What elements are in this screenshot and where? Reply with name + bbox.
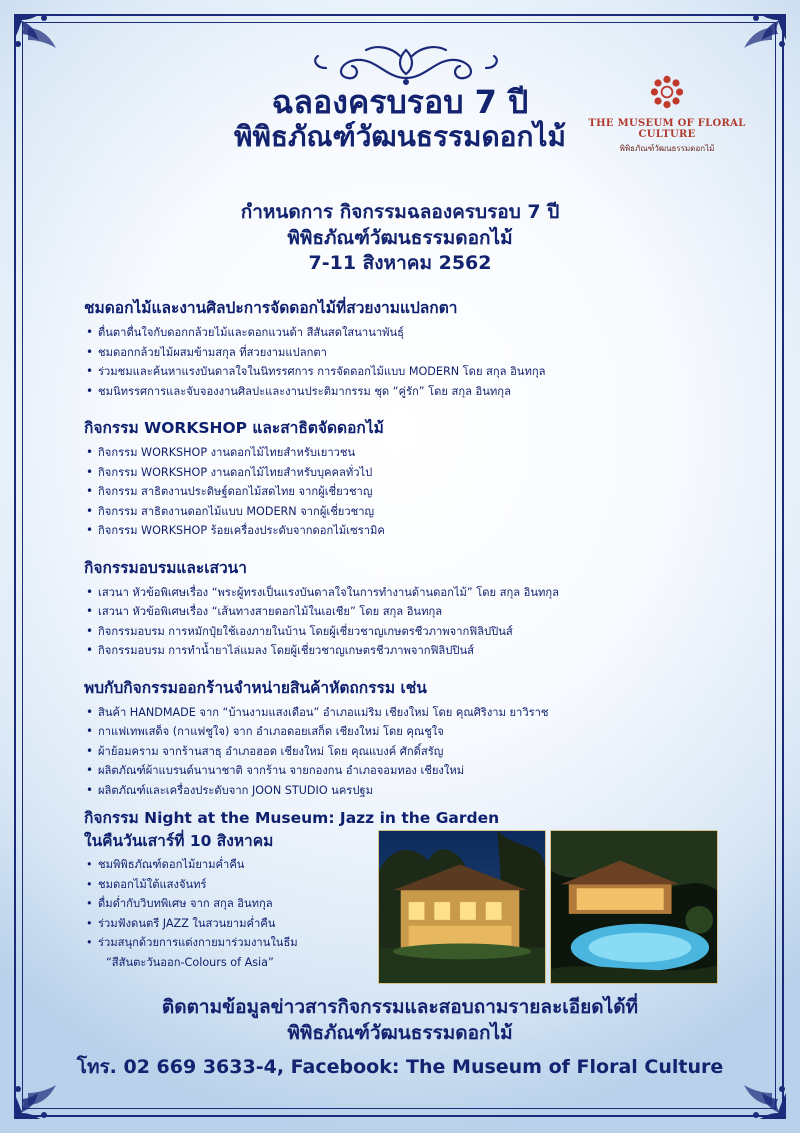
museum-night-photo [378,830,546,984]
section-workshop [84,415,734,541]
corner-ornament-icon [732,1065,790,1123]
schedule-line-1: กำหนดการ กิจกรรมฉลองครบรอบ 7 ปี [240,201,560,223]
logo-name-th: พิพิธภัณฑ์วัฒนธรรมดอกไม้ [619,144,715,153]
night-date: ในคืนวันเสาร์ที่ 10 สิงหาคม [84,832,274,850]
list-item-continued: “สีสันตะวันออก-Colours of Asia” [106,955,274,969]
list-item: • ตื่นตาตื่นใจกับดอกกล้วยไม้และดอกแวนด้า สีสันสดใสนานาพันธุ์ [84,323,734,343]
list-item: • ชมนิทรรศการและจับจองงานศิลปะและงานประติมากรรม ชุด “คู่รัก” โดย สกุล อินทกุล [84,382,734,402]
list-item: • กิจกรรม สาธิตงานประดิษฐ์ดอกไม้สดไทย จากผู้เชี่ยวชาญ [84,482,734,502]
list-item: • เสวนา หัวข้อพิเศษเรื่อง “เส้นทางสายดอกไม้ในเอเชีย” โดย สกุล อินทกุล [84,602,734,622]
list-item: • ชมดอกกล้วยไม้ผสมข้ามสกุล ที่สวยงามแปลกตา [84,343,734,363]
section-exhibition [84,295,734,401]
list-item: • กาแฟเทพเสด็จ (กาแฟชูใจ) จาก อำเภอดอยเสก็ด เชียงใหม่ โดย คุณชูใจ [84,722,734,742]
title-line-1: ฉลองครบรอบ 7 ปี [271,83,529,121]
list-item: • ชมดอกไม้ใต้แสงจันทร์ [84,875,384,895]
garden-pool-photo [550,830,718,984]
list-item: • ร่วมชมและค้นหาแรงบันดาลใจในนิทรรศการ การจัดดอกไม้แบบ MODERN โดย สกุล อินทกุล [84,362,734,382]
list-item: • กิจกรรมอบรม การทำน้ำยาไล่แมลง โดยผู้เชี่ยวชาญเกษตรชีวภาพจากฟิลิปปินส์ [84,641,734,661]
section-title: กิจกรรม WORKSHOP และสาธิตจัดดอกไม้ [84,419,384,437]
list-item: • ผลิตภัณฑ์และเครื่องประดับจาก JOON STUDIO นครปฐม [84,781,734,801]
list-item: • ผลิตภัณฑ์ผ้าแบรนด์นานาชาติ จากร้าน จายกองกน อำเภอจอมทอง เชียงใหม่ [84,761,734,781]
corner-ornament-icon [732,10,790,68]
museum-logo [572,74,762,155]
list-item: • เสวนา หัวข้อพิเศษเรื่อง “พระผู้ทรงเป็นแรงบันดาลใจในการทำงานด้านดอกไม้” โดย สกุล อินทกุล [84,583,734,603]
section-market [84,675,734,801]
schedule-dates: 7-11 สิงหาคม 2562 [308,252,492,275]
list-item: • ผ้าย้อมคราม จากร้านสาธุ อำเภอฮอด เชียงใหม่ โดย คุณแบงค์ ศักดิ์สรัญ [84,742,734,762]
list-item: • ร่วมฟังดนตรี JAZZ ในสวนยามค่ำคืน [84,914,384,934]
corner-ornament-icon [10,10,68,68]
section-title: ชมดอกไม้และงานศิลปะการจัดดอกไม้ที่สวยงามแปลกตา [84,299,458,317]
section-title: พบกับกิจกรรมออกร้านจำหน่ายสินค้าหัตถกรรม เช่น [84,678,427,697]
list-item: • กิจกรรม WORKSHOP งานดอกไม้ไทยสำหรับบุคคลทั่วไป [84,463,734,483]
list-item: • กิจกรรมอบรม การหมักปุ๋ยใช้เองภายในบ้าน โดยผู้เชี่ยวชาญเกษตรชีวภาพจากฟิลิปปินส์ [84,622,734,642]
section-title: กิจกรรมอบรมและเสวนา [84,558,247,577]
list-item: • ชมพิพิธภัณฑ์ดอกไม้ยามค่ำคืน [84,855,384,875]
night-title: กิจกรรม Night at the Museum: Jazz in the Garden [84,809,500,827]
section-night-museum [84,808,500,972]
flourish-ornament-icon [306,38,506,88]
list-item: • สินค้า HANDMADE จาก “บ้านงามแสงเดือน” อำเภอแม่ริม เชียงใหม่ โดย คุณศิริงาม ยาวิราช [84,703,734,723]
list-item: • ดื่มด่ำกับวิบทพิเศษ จาก สกุล อินทกุล [84,894,384,914]
list-item: • กิจกรรม WORKSHOP ร้อยเครื่องประดับจากดอกไม้เซรามิค [84,521,734,541]
activities-content [84,295,734,814]
title-line-2: พิพิธภัณฑ์วัฒนธรรมดอกไม้ [234,119,566,153]
list-item: • กิจกรรม WORKSHOP งานดอกไม้ไทยสำหรับเยาวชน [84,443,734,463]
logo-name-en: THE MUSEUM OF FLORAL CULTURE [588,118,746,140]
footer-line-2: พิพิธภัณฑ์วัฒนธรรมดอกไม้ [287,1022,513,1044]
list-item: • ร่วมสนุกด้วยการแต่งกายมาร่วมงานในธีม [84,933,384,953]
section-seminar [84,555,734,661]
schedule-line-2: พิพิธภัณฑ์วัฒนธรรมดอกไม้ [287,226,513,249]
footer-line-1: ติดตามข้อมูลข่าวสารกิจกรรมและสอบถามรายละเอียดได้ที่ [161,996,639,1018]
footer-contact-line: โทร. 02 669 3633-4, Facebook: The Museum of Floral Culture [76,1056,724,1078]
schedule-heading [120,200,680,277]
footer-contact [60,994,740,1082]
flower-logo-icon [649,74,685,110]
list-item: • กิจกรรม สาธิตงานดอกไม้แบบ MODERN จากผู้เชี่ยวชาญ [84,502,734,522]
